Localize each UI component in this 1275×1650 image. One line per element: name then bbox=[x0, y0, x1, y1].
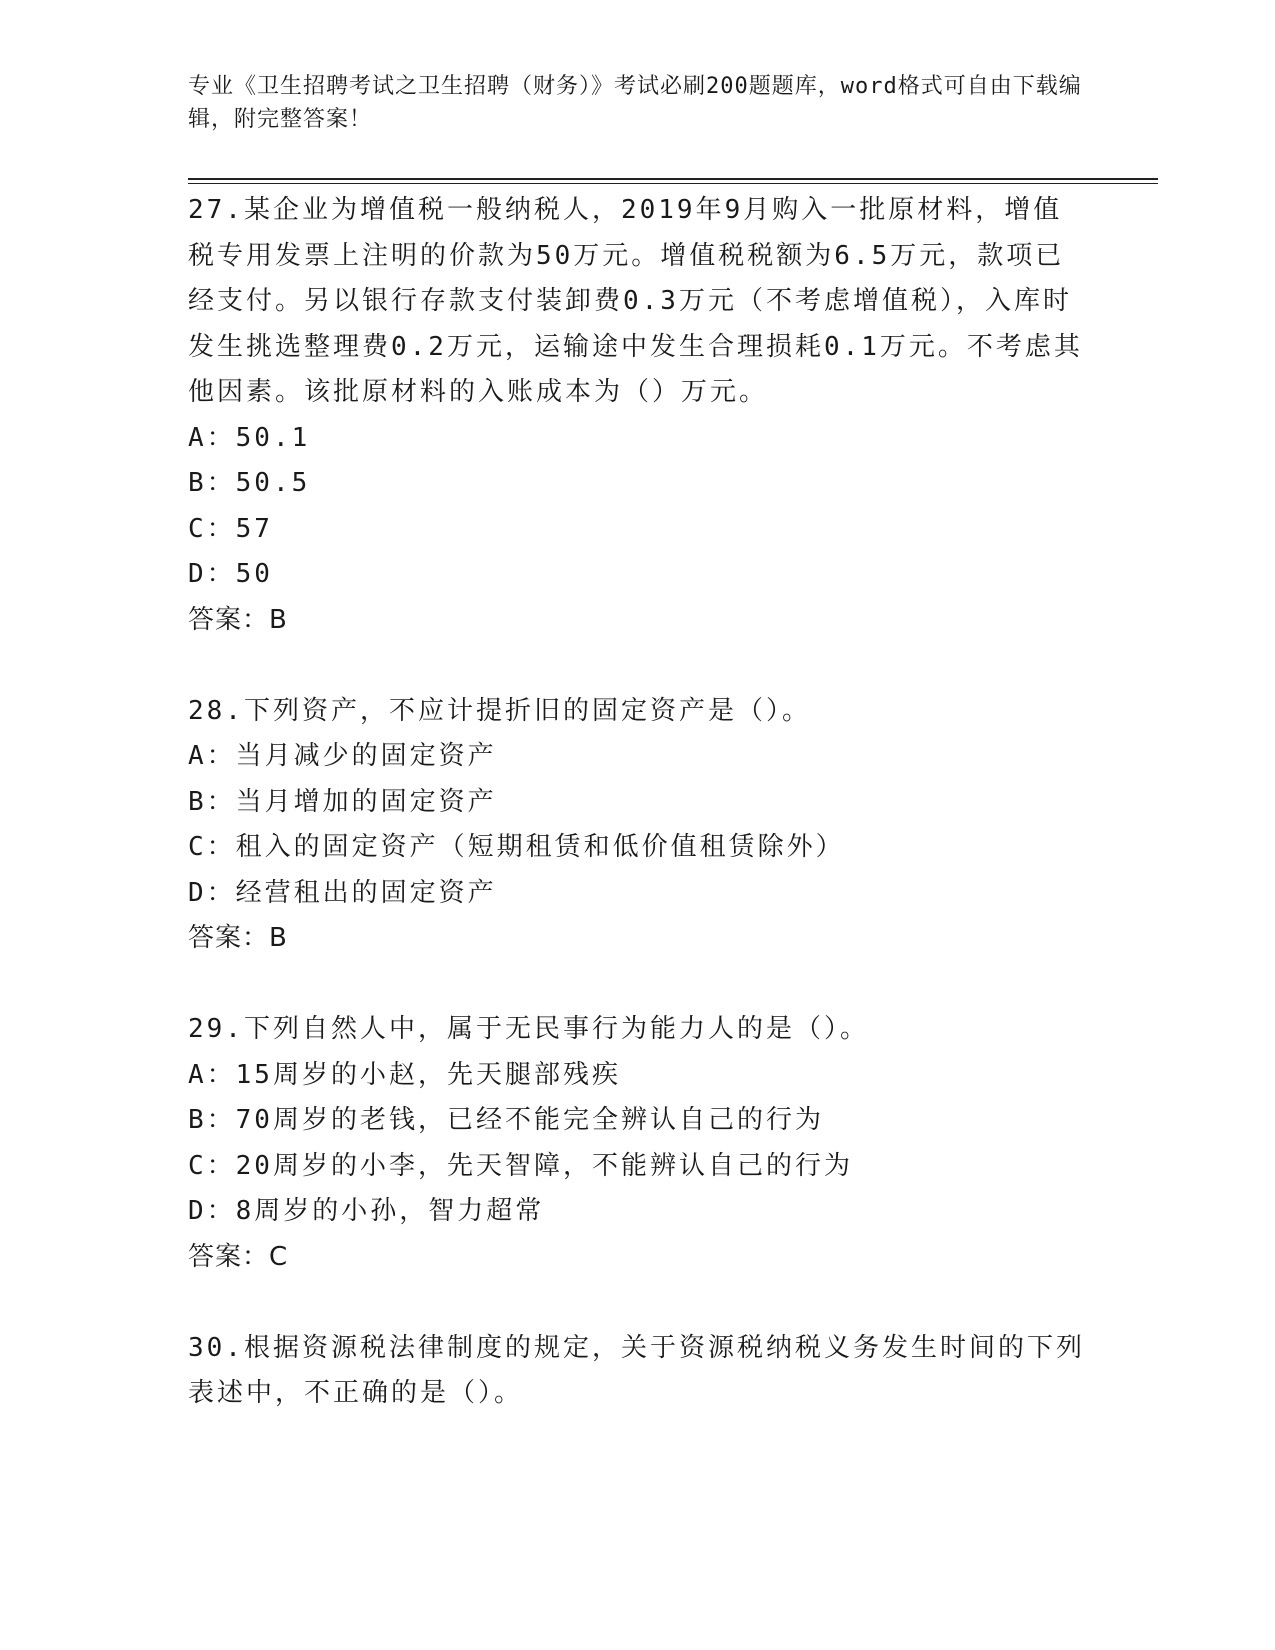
option-b: B：50.5 bbox=[188, 468, 311, 498]
question-28 bbox=[188, 689, 1088, 962]
option-d: D：50 bbox=[188, 559, 273, 589]
option-d: D：8周岁的小孙，智力超常 bbox=[188, 1196, 545, 1226]
option-a: A：50.1 bbox=[188, 422, 311, 453]
document-header: 专业《卫生招聘考试之卫生招聘（财务）》考试必刷200题题库，word格式可自由下载编辑，附完整答案！ bbox=[188, 74, 1082, 132]
answer-line: 答案：C bbox=[188, 1241, 289, 1272]
spacer bbox=[188, 962, 1088, 1008]
question-27 bbox=[188, 188, 1088, 643]
option-a: A：15周岁的小赵，先天腿部残疾 bbox=[188, 1059, 621, 1090]
option-a: A：当月减少的固定资产 bbox=[188, 741, 497, 771]
question-30 bbox=[188, 1326, 1088, 1417]
option-c: C：57 bbox=[188, 513, 273, 544]
answer-line: 答案：B bbox=[188, 604, 288, 635]
answer-line: 答案：B bbox=[188, 923, 288, 953]
option-c: C：20周岁的小李，先天智障，不能辨认自己的行为 bbox=[188, 1150, 853, 1181]
spacer bbox=[188, 1280, 1088, 1326]
question-text: 28.下列资产，不应计提折旧的固定资产是（）。 bbox=[188, 695, 811, 726]
question-list bbox=[188, 188, 1088, 1417]
question-text: 30.根据资源税法律制度的规定，关于资源税纳税义务发生时间的下列表述中，不正确的是（）。 bbox=[188, 1332, 1085, 1408]
question-text: 29.下列自然人中，属于无民事行为能力人的是（）。 bbox=[188, 1014, 869, 1044]
question-29 bbox=[188, 1007, 1088, 1280]
option-b: B：当月增加的固定资产 bbox=[188, 786, 497, 817]
option-c: C：租入的固定资产（短期租赁和低价值租赁除外） bbox=[188, 832, 845, 862]
option-b: B：70周岁的老钱，已经不能完全辨认自己的行为 bbox=[188, 1105, 824, 1135]
question-text: 27.某企业为增值税一般纳税人，2019年9月购入一批原材料，增值税专用发票上注明的价款为50万元。增值税税额为6.5万元，款项已经支付。另以银行存款支付装卸费0.3万元（不考虑增值税），入库时发生挑选整理费0.2万元，运输途中发生合理损耗0.1万元。不考虑其他因素。该批原材料的入账成本为（）万元。 bbox=[188, 195, 1083, 407]
header-divider-thin bbox=[188, 183, 1158, 184]
header-divider-thick bbox=[188, 178, 1158, 180]
spacer bbox=[188, 643, 1088, 689]
option-d: D：经营租出的固定资产 bbox=[188, 877, 497, 908]
